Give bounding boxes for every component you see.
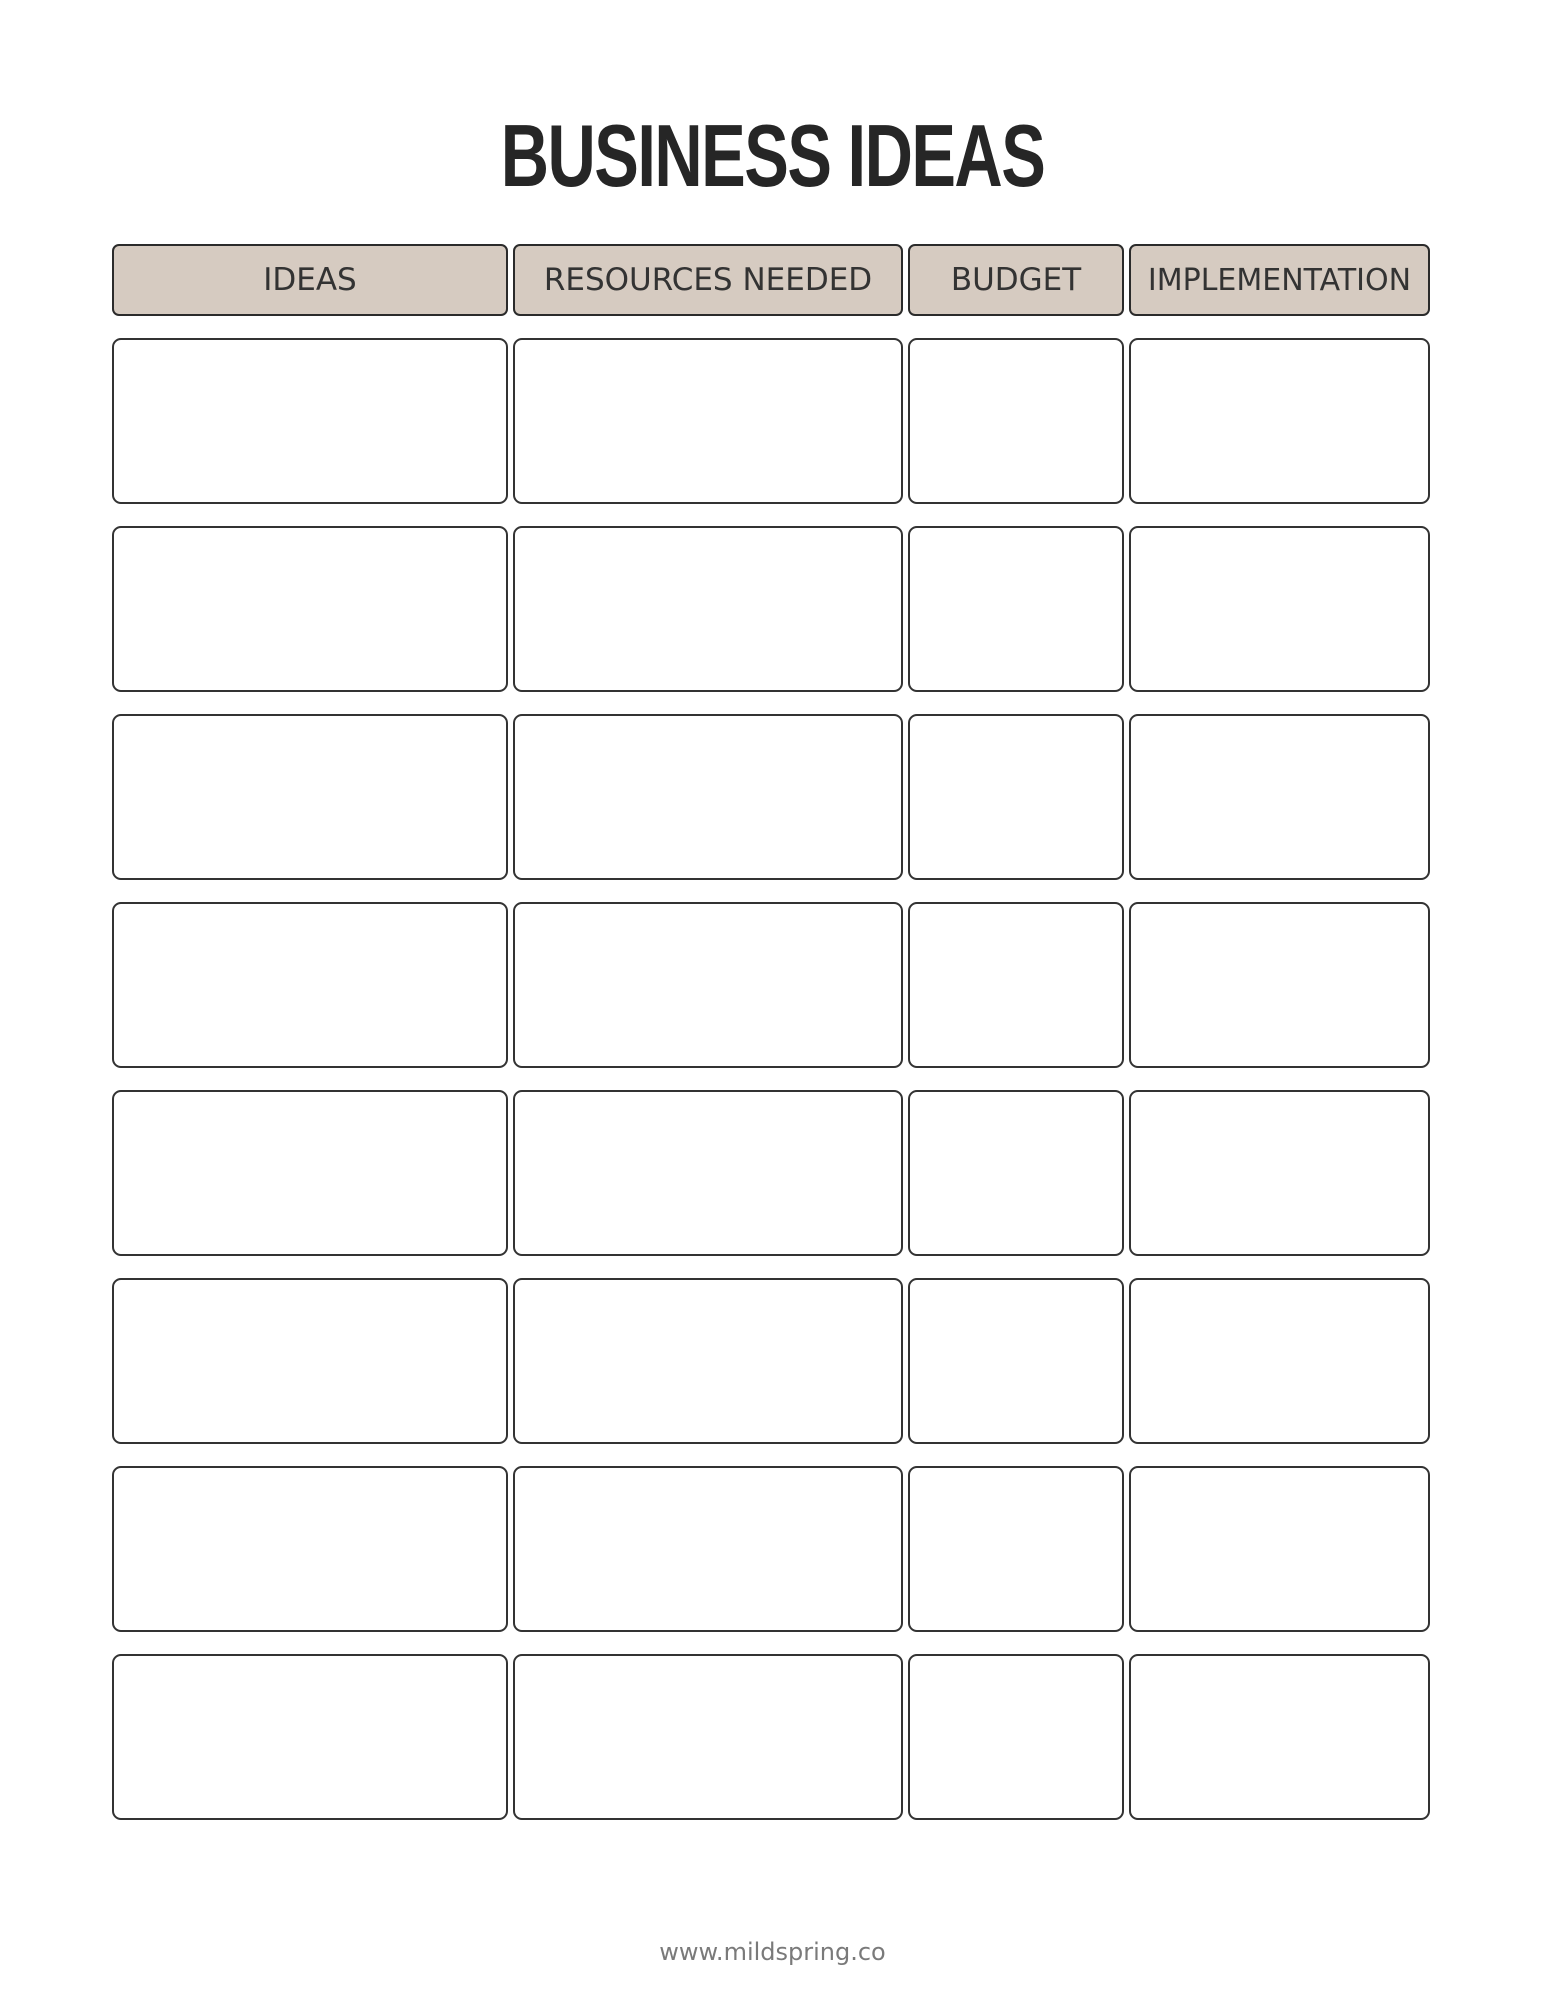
implementation-cell[interactable] (1129, 714, 1430, 880)
budget-cell[interactable] (908, 1654, 1124, 1820)
budget-cell[interactable] (908, 1466, 1124, 1632)
ideas-cell[interactable] (112, 338, 508, 504)
resources-cell[interactable] (513, 902, 903, 1068)
resources-cell[interactable] (513, 1090, 903, 1256)
resources-cell[interactable] (513, 1466, 903, 1632)
resources-cell[interactable] (513, 714, 903, 880)
column-header-ideas: IDEAS (112, 244, 508, 316)
budget-cell[interactable] (908, 1090, 1124, 1256)
ideas-cell[interactable] (112, 902, 508, 1068)
resources-cell[interactable] (513, 526, 903, 692)
budget-cell[interactable] (908, 526, 1124, 692)
budget-cell[interactable] (908, 1278, 1124, 1444)
ideas-cell[interactable] (112, 526, 508, 692)
implementation-cell[interactable] (1129, 1090, 1430, 1256)
ideas-cell[interactable] (112, 1090, 508, 1256)
column-header-budget: BUDGET (908, 244, 1124, 316)
ideas-cell[interactable] (112, 1278, 508, 1444)
implementation-cell[interactable] (1129, 1278, 1430, 1444)
budget-cell[interactable] (908, 714, 1124, 880)
implementation-cell[interactable] (1129, 902, 1430, 1068)
resources-cell[interactable] (513, 1278, 903, 1444)
column-header-resources-needed: RESOURCES NEEDED (513, 244, 903, 316)
budget-cell[interactable] (908, 338, 1124, 504)
implementation-cell[interactable] (1129, 1466, 1430, 1632)
ideas-cell[interactable] (112, 1654, 508, 1820)
resources-cell[interactable] (513, 1654, 903, 1820)
ideas-cell[interactable] (112, 1466, 508, 1632)
implementation-cell[interactable] (1129, 1654, 1430, 1820)
ideas-cell[interactable] (112, 714, 508, 880)
implementation-cell[interactable] (1129, 526, 1430, 692)
column-header-implementation: IMPLEMENTATION (1129, 244, 1430, 316)
budget-cell[interactable] (908, 902, 1124, 1068)
resources-cell[interactable] (513, 338, 903, 504)
footer-website: www.mildspring.co (659, 1938, 886, 1966)
page-title: BUSINESS IDEAS (500, 106, 1045, 205)
implementation-cell[interactable] (1129, 338, 1430, 504)
